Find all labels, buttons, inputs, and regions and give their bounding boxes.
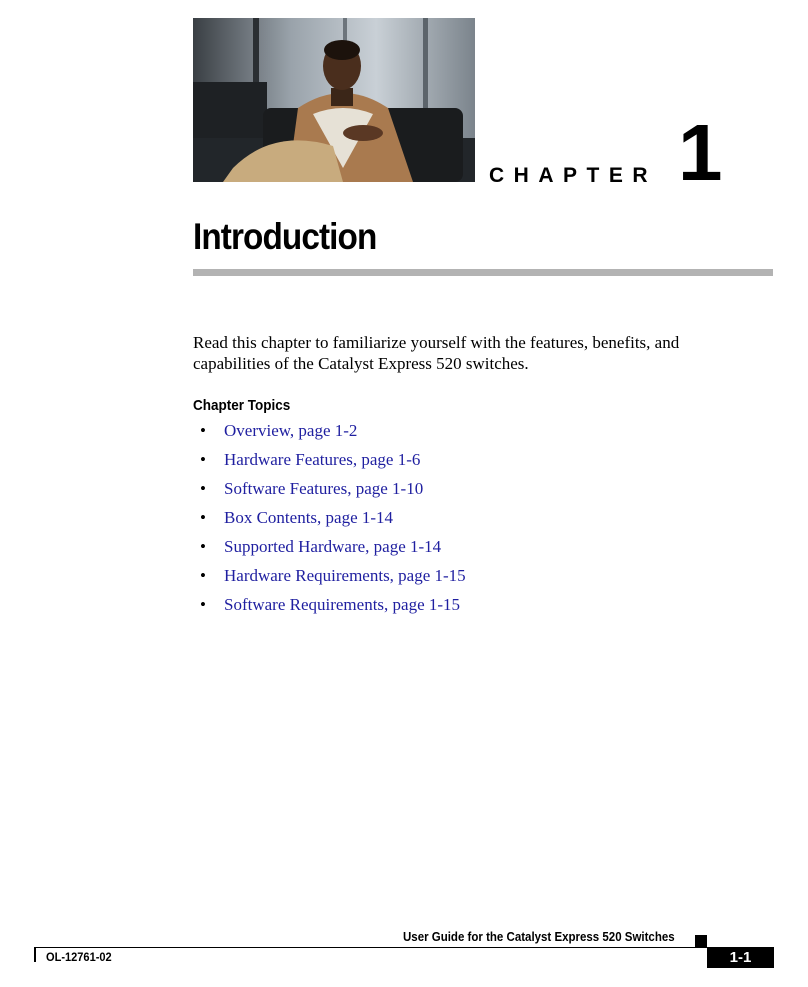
bullet: •	[200, 566, 206, 585]
list-item	[193, 449, 466, 478]
doc-id: OL-12761-02	[46, 950, 112, 964]
chapter-number: 1	[678, 108, 723, 197]
topic-link-supported-hardware[interactable]: Supported Hardware, page 1-14	[224, 537, 442, 556]
bullet: •	[200, 479, 206, 498]
list-item	[193, 420, 466, 449]
list-item	[193, 565, 466, 594]
footer-tick	[34, 947, 36, 962]
topic-link-software-features[interactable]: Software Features, page 1-10	[224, 479, 424, 498]
list-item	[193, 594, 466, 623]
bullet: •	[200, 537, 206, 556]
bullet: •	[200, 450, 206, 469]
topic-link-hardware-features[interactable]: Hardware Features, page 1-6	[224, 450, 421, 469]
bullet: •	[200, 508, 206, 527]
topic-link-overview[interactable]: Overview, page 1-2	[224, 421, 358, 440]
bullet: •	[200, 421, 206, 440]
bullet: •	[200, 595, 206, 614]
list-item	[193, 536, 466, 565]
list-item	[193, 507, 466, 536]
chapter-photo	[193, 18, 475, 182]
title-rule	[193, 269, 773, 276]
topic-link-hardware-requirements[interactable]: Hardware Requirements, page 1-15	[224, 566, 466, 585]
footer-rule	[34, 947, 774, 948]
footer-marker	[695, 935, 707, 947]
topic-link-box-contents[interactable]: Box Contents, page 1-14	[224, 508, 394, 527]
topics-heading: Chapter Topics	[193, 397, 291, 414]
list-item	[193, 478, 466, 507]
chapter-label: CHAPTER	[489, 164, 658, 187]
footer-guide-title: User Guide for the Catalyst Express 520 Switches	[403, 930, 675, 944]
intro-paragraph: Read this chapter to familiarize yourself with the features, benefits, and capabilities of the Catalyst Express 520 switches.	[193, 333, 680, 373]
chapter-title: Introduction	[193, 216, 377, 257]
topics-list	[193, 420, 466, 623]
topic-link-software-requirements[interactable]: Software Requirements, page 1-15	[224, 595, 461, 614]
page-number: 1-1	[707, 947, 774, 968]
